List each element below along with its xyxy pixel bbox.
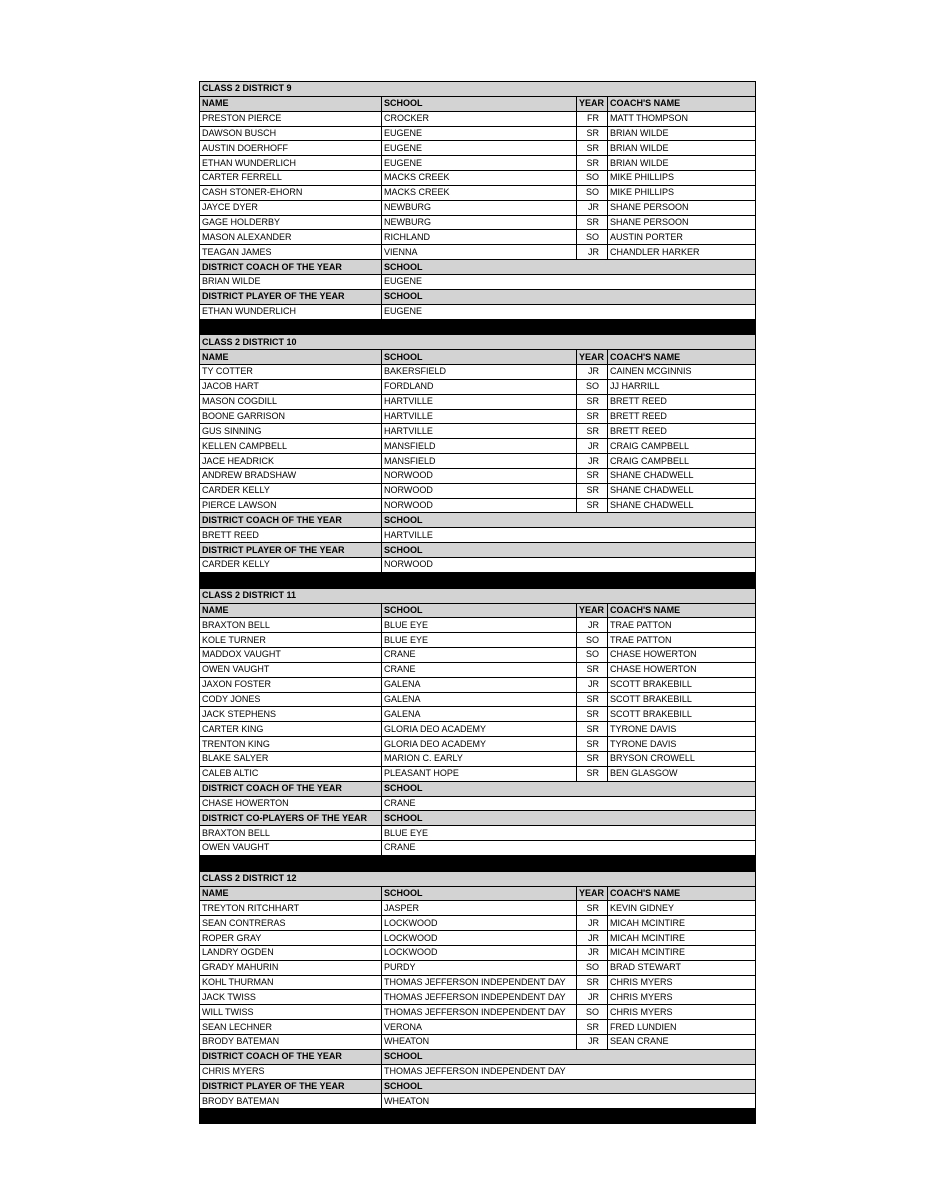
separator-bar (200, 855, 756, 870)
player-name: GRADY MAHURIN (200, 960, 382, 975)
player-award-name: CARDER KELLY (200, 558, 382, 573)
player-year: SR (577, 692, 608, 707)
player-school: NORWOOD (382, 498, 577, 513)
player-name: PIERCE LAWSON (200, 498, 382, 513)
player-coach: MICAH MCINTIRE (608, 945, 756, 960)
player-row (200, 618, 756, 633)
player-coach: SCOTT BRAKEBILL (608, 692, 756, 707)
player-year: SR (577, 975, 608, 990)
player-name: BLAKE SALYER (200, 751, 382, 766)
name-column-header: NAME (200, 886, 382, 901)
player-school: LOCKWOOD (382, 916, 577, 931)
player-school: VERONA (382, 1020, 577, 1035)
player-year: SR (577, 662, 608, 677)
player-coach: BRYSON CROWELL (608, 751, 756, 766)
district-table (199, 871, 756, 1124)
player-coach: CHANDLER HARKER (608, 245, 756, 260)
player-school: MACKS CREEK (382, 171, 577, 186)
player-name: KOHL THURMAN (200, 975, 382, 990)
player-school: THOMAS JEFFERSON INDEPENDENT DAY (382, 1005, 577, 1020)
player-name: JAXON FOSTER (200, 677, 382, 692)
player-school: MANSFIELD (382, 439, 577, 454)
name-column-header: NAME (200, 96, 382, 111)
player-row (200, 365, 756, 380)
player-name: KELLEN CAMPBELL (200, 439, 382, 454)
player-coach: JJ HARRILL (608, 379, 756, 394)
player-school: NORWOOD (382, 468, 577, 483)
player-award-label: DISTRICT PLAYER OF THE YEAR (200, 289, 382, 304)
player-year: SR (577, 468, 608, 483)
player-year: SR (577, 215, 608, 230)
district-title-row (200, 588, 756, 603)
player-coach: SHANE CHADWELL (608, 468, 756, 483)
coach-award-school-label: SCHOOL (382, 260, 756, 275)
player-coach: MICAH MCINTIRE (608, 916, 756, 931)
player-row (200, 692, 756, 707)
player-award-row (200, 558, 756, 573)
player-name: MADDOX VAUGHT (200, 648, 382, 663)
coach-award-row (200, 528, 756, 543)
coach-award-school-label: SCHOOL (382, 781, 756, 796)
player-name: MASON ALEXANDER (200, 230, 382, 245)
player-school: CRANE (382, 648, 577, 663)
player-coach: MIKE PHILLIPS (608, 185, 756, 200)
player-year: SR (577, 737, 608, 752)
year-column-header: YEAR (577, 886, 608, 901)
player-name: JACK STEPHENS (200, 707, 382, 722)
player-award-header-row (200, 289, 756, 304)
coach-award-school-label: SCHOOL (382, 1049, 756, 1064)
player-row (200, 916, 756, 931)
player-coach: BRIAN WILDE (608, 141, 756, 156)
player-year: SR (577, 141, 608, 156)
coach-award-label: DISTRICT COACH OF THE YEAR (200, 781, 382, 796)
player-year: SR (577, 126, 608, 141)
player-school: THOMAS JEFFERSON INDEPENDENT DAY (382, 975, 577, 990)
player-award-school: BLUE EYE (382, 826, 756, 841)
player-name: JACK TWISS (200, 990, 382, 1005)
player-school: NEWBURG (382, 215, 577, 230)
player-year: JR (577, 245, 608, 260)
player-name: ANDREW BRADSHAW (200, 468, 382, 483)
player-school: BAKERSFIELD (382, 365, 577, 380)
player-row (200, 111, 756, 126)
player-award-row (200, 1094, 756, 1109)
player-award-name: ETHAN WUNDERLICH (200, 304, 382, 319)
coach-column-header: COACH'S NAME (608, 350, 756, 365)
player-year: SO (577, 960, 608, 975)
player-coach: SHANE CHADWELL (608, 498, 756, 513)
player-school: NEWBURG (382, 200, 577, 215)
player-school: LOCKWOOD (382, 945, 577, 960)
player-name: SEAN LECHNER (200, 1020, 382, 1035)
player-school: THOMAS JEFFERSON INDEPENDENT DAY (382, 990, 577, 1005)
separator-bar (200, 1109, 756, 1124)
coach-award-header-row (200, 1049, 756, 1064)
player-school: GALENA (382, 692, 577, 707)
player-year: JR (577, 454, 608, 469)
player-year: SR (577, 1020, 608, 1035)
player-school: PURDY (382, 960, 577, 975)
player-award-row (200, 304, 756, 319)
school-column-header: SCHOOL (382, 886, 577, 901)
column-header-row (200, 886, 756, 901)
player-award-header-row (200, 543, 756, 558)
coach-award-name: CHRIS MYERS (200, 1064, 382, 1079)
player-year: JR (577, 200, 608, 215)
coach-award-row (200, 274, 756, 289)
player-row (200, 245, 756, 260)
player-school: MARION C. EARLY (382, 751, 577, 766)
name-column-header: NAME (200, 603, 382, 618)
player-name: BRAXTON BELL (200, 618, 382, 633)
player-year: SR (577, 483, 608, 498)
player-year: JR (577, 365, 608, 380)
player-award-school: CRANE (382, 841, 756, 856)
player-coach: CAINEN MCGINNIS (608, 365, 756, 380)
player-year: JR (577, 618, 608, 633)
player-award-label: DISTRICT PLAYER OF THE YEAR (200, 1079, 382, 1094)
player-year: SR (577, 751, 608, 766)
coach-award-header-row (200, 513, 756, 528)
year-column-header: YEAR (577, 603, 608, 618)
player-name: PRESTON PIERCE (200, 111, 382, 126)
separator-bar (200, 572, 756, 587)
player-coach: BRETT REED (608, 409, 756, 424)
player-name: TREYTON RITCHHART (200, 901, 382, 916)
player-name: JAYCE DYER (200, 200, 382, 215)
player-name: CASH STONER-EHORN (200, 185, 382, 200)
player-row (200, 171, 756, 186)
player-school: CRANE (382, 662, 577, 677)
player-coach: CHRIS MYERS (608, 975, 756, 990)
player-name: CARDER KELLY (200, 483, 382, 498)
player-year: SR (577, 901, 608, 916)
player-award-school: WHEATON (382, 1094, 756, 1109)
player-school: HARTVILLE (382, 394, 577, 409)
column-header-row (200, 96, 756, 111)
player-year: SO (577, 171, 608, 186)
school-column-header: SCHOOL (382, 603, 577, 618)
player-school: JASPER (382, 901, 577, 916)
player-coach: TYRONE DAVIS (608, 737, 756, 752)
player-year: SR (577, 722, 608, 737)
school-column-header: SCHOOL (382, 350, 577, 365)
player-school: MANSFIELD (382, 454, 577, 469)
player-name: MASON COGDILL (200, 394, 382, 409)
player-row (200, 394, 756, 409)
player-row (200, 990, 756, 1005)
district-title: CLASS 2 DISTRICT 11 (200, 588, 756, 603)
player-row (200, 677, 756, 692)
player-row (200, 230, 756, 245)
player-year: SR (577, 394, 608, 409)
coach-award-label: DISTRICT COACH OF THE YEAR (200, 513, 382, 528)
player-year: SR (577, 707, 608, 722)
player-school: FORDLAND (382, 379, 577, 394)
player-award-school-label: SCHOOL (382, 1079, 756, 1094)
player-year: SO (577, 633, 608, 648)
player-school: WHEATON (382, 1035, 577, 1050)
player-name: GAGE HOLDERBY (200, 215, 382, 230)
player-coach: BRIAN WILDE (608, 156, 756, 171)
section-separator (200, 855, 756, 870)
coach-column-header: COACH'S NAME (608, 96, 756, 111)
all-district-sheet (199, 81, 755, 1124)
player-coach: MIKE PHILLIPS (608, 171, 756, 186)
player-year: SR (577, 156, 608, 171)
player-row (200, 468, 756, 483)
section-separator (200, 1109, 756, 1124)
player-row (200, 737, 756, 752)
player-row (200, 483, 756, 498)
coach-award-name: CHASE HOWERTON (200, 796, 382, 811)
coach-award-label: DISTRICT COACH OF THE YEAR (200, 1049, 382, 1064)
player-coach: SHANE CHADWELL (608, 483, 756, 498)
coach-award-school: EUGENE (382, 274, 756, 289)
player-row (200, 945, 756, 960)
player-coach: CRAIG CAMPBELL (608, 439, 756, 454)
player-coach: SHANE PERSOON (608, 215, 756, 230)
player-name: BRODY BATEMAN (200, 1035, 382, 1050)
district-title: CLASS 2 DISTRICT 9 (200, 82, 756, 97)
player-row (200, 409, 756, 424)
player-coach: FRED LUNDIEN (608, 1020, 756, 1035)
player-award-school-label: SCHOOL (382, 811, 756, 826)
district-title: CLASS 2 DISTRICT 10 (200, 335, 756, 350)
coach-column-header: COACH'S NAME (608, 603, 756, 618)
player-name: TRENTON KING (200, 737, 382, 752)
player-year: JR (577, 439, 608, 454)
player-row (200, 200, 756, 215)
player-year: SO (577, 379, 608, 394)
player-name: CALEB ALTIC (200, 766, 382, 781)
player-name: TY COTTER (200, 365, 382, 380)
player-school: CROCKER (382, 111, 577, 126)
player-coach: SEAN CRANE (608, 1035, 756, 1050)
coach-award-name: BRETT REED (200, 528, 382, 543)
player-coach: CHRIS MYERS (608, 1005, 756, 1020)
player-row (200, 141, 756, 156)
player-award-header-row (200, 811, 756, 826)
player-school: PLEASANT HOPE (382, 766, 577, 781)
player-award-label: DISTRICT PLAYER OF THE YEAR (200, 543, 382, 558)
player-coach: TRAE PATTON (608, 618, 756, 633)
player-year: SO (577, 230, 608, 245)
player-year: JR (577, 990, 608, 1005)
district-table (199, 81, 756, 334)
player-name: TEAGAN JAMES (200, 245, 382, 260)
player-name: GUS SINNING (200, 424, 382, 439)
player-row (200, 454, 756, 469)
player-coach: MICAH MCINTIRE (608, 931, 756, 946)
player-year: JR (577, 916, 608, 931)
coach-award-school-label: SCHOOL (382, 513, 756, 528)
player-row (200, 1005, 756, 1020)
player-award-school-label: SCHOOL (382, 543, 756, 558)
coach-award-school: CRANE (382, 796, 756, 811)
school-column-header: SCHOOL (382, 96, 577, 111)
player-year: SR (577, 424, 608, 439)
player-coach: BRIAN WILDE (608, 126, 756, 141)
player-name: ETHAN WUNDERLICH (200, 156, 382, 171)
player-award-school-label: SCHOOL (382, 289, 756, 304)
player-school: GALENA (382, 677, 577, 692)
player-award-name: BRODY BATEMAN (200, 1094, 382, 1109)
player-row (200, 215, 756, 230)
player-year: SR (577, 498, 608, 513)
coach-award-header-row (200, 260, 756, 275)
player-coach: SHANE PERSOON (608, 200, 756, 215)
column-header-row (200, 603, 756, 618)
district-title: CLASS 2 DISTRICT 12 (200, 871, 756, 886)
player-row (200, 379, 756, 394)
player-coach: CHRIS MYERS (608, 990, 756, 1005)
player-row (200, 648, 756, 663)
player-coach: MATT THOMPSON (608, 111, 756, 126)
player-name: CARTER FERRELL (200, 171, 382, 186)
coach-award-school: THOMAS JEFFERSON INDEPENDENT DAY (382, 1064, 756, 1079)
player-name: JACE HEADRICK (200, 454, 382, 469)
player-coach: BRETT REED (608, 394, 756, 409)
player-school: BLUE EYE (382, 618, 577, 633)
player-coach: BEN GLASGOW (608, 766, 756, 781)
player-name: OWEN VAUGHT (200, 662, 382, 677)
district-title-row (200, 82, 756, 97)
player-row (200, 1020, 756, 1035)
player-row (200, 960, 756, 975)
player-school: NORWOOD (382, 483, 577, 498)
player-school: HARTVILLE (382, 424, 577, 439)
player-year: JR (577, 677, 608, 692)
separator-bar (200, 319, 756, 334)
coach-award-header-row (200, 781, 756, 796)
coach-award-school: HARTVILLE (382, 528, 756, 543)
player-row (200, 751, 756, 766)
player-name: DAWSON BUSCH (200, 126, 382, 141)
player-year: JR (577, 931, 608, 946)
name-column-header: NAME (200, 350, 382, 365)
coach-award-row (200, 1064, 756, 1079)
district-table (199, 588, 756, 871)
player-coach: CHASE HOWERTON (608, 662, 756, 677)
player-school: GLORIA DEO ACADEMY (382, 737, 577, 752)
player-coach: TRAE PATTON (608, 633, 756, 648)
player-row (200, 707, 756, 722)
player-year: JR (577, 1035, 608, 1050)
player-row (200, 126, 756, 141)
player-year: JR (577, 945, 608, 960)
player-row (200, 901, 756, 916)
year-column-header: YEAR (577, 96, 608, 111)
player-name: CARTER KING (200, 722, 382, 737)
player-coach: BRETT REED (608, 424, 756, 439)
player-year: FR (577, 111, 608, 126)
coach-award-name: BRIAN WILDE (200, 274, 382, 289)
player-coach: TYRONE DAVIS (608, 722, 756, 737)
player-coach: BRAD STEWART (608, 960, 756, 975)
player-school: EUGENE (382, 141, 577, 156)
player-coach: SCOTT BRAKEBILL (608, 707, 756, 722)
player-row (200, 931, 756, 946)
player-name: ROPER GRAY (200, 931, 382, 946)
player-award-school: NORWOOD (382, 558, 756, 573)
player-row (200, 185, 756, 200)
player-name: LANDRY OGDEN (200, 945, 382, 960)
player-school: HARTVILLE (382, 409, 577, 424)
coach-award-row (200, 796, 756, 811)
player-award-name: OWEN VAUGHT (200, 841, 382, 856)
player-award-name: BRAXTON BELL (200, 826, 382, 841)
player-year: SR (577, 766, 608, 781)
player-award-row (200, 841, 756, 856)
player-year: SO (577, 648, 608, 663)
player-name: CODY JONES (200, 692, 382, 707)
column-header-row (200, 350, 756, 365)
player-row (200, 1035, 756, 1050)
year-column-header: YEAR (577, 350, 608, 365)
player-row (200, 498, 756, 513)
player-school: RICHLAND (382, 230, 577, 245)
player-year: SR (577, 409, 608, 424)
player-coach: KEVIN GIDNEY (608, 901, 756, 916)
player-row (200, 633, 756, 648)
player-row (200, 722, 756, 737)
district-title-row (200, 871, 756, 886)
player-row (200, 439, 756, 454)
player-school: EUGENE (382, 156, 577, 171)
coach-column-header: COACH'S NAME (608, 886, 756, 901)
coach-award-label: DISTRICT COACH OF THE YEAR (200, 260, 382, 275)
player-name: SEAN CONTRERAS (200, 916, 382, 931)
player-row (200, 424, 756, 439)
player-name: KOLE TURNER (200, 633, 382, 648)
district-table (199, 334, 756, 587)
player-school: LOCKWOOD (382, 931, 577, 946)
player-award-label: DISTRICT CO-PLAYERS OF THE YEAR (200, 811, 382, 826)
player-name: AUSTIN DOERHOFF (200, 141, 382, 156)
player-year: SO (577, 185, 608, 200)
player-school: MACKS CREEK (382, 185, 577, 200)
player-school: BLUE EYE (382, 633, 577, 648)
player-school: VIENNA (382, 245, 577, 260)
player-award-header-row (200, 1079, 756, 1094)
player-row (200, 766, 756, 781)
player-school: EUGENE (382, 126, 577, 141)
player-award-school: EUGENE (382, 304, 756, 319)
player-name: BOONE GARRISON (200, 409, 382, 424)
section-separator (200, 319, 756, 334)
player-row (200, 156, 756, 171)
player-school: GALENA (382, 707, 577, 722)
player-coach: CRAIG CAMPBELL (608, 454, 756, 469)
player-coach: CHASE HOWERTON (608, 648, 756, 663)
player-name: JACOB HART (200, 379, 382, 394)
player-award-row (200, 826, 756, 841)
player-year: SO (577, 1005, 608, 1020)
district-title-row (200, 335, 756, 350)
player-row (200, 662, 756, 677)
section-separator (200, 572, 756, 587)
player-row (200, 975, 756, 990)
player-name: WILL TWISS (200, 1005, 382, 1020)
player-coach: AUSTIN PORTER (608, 230, 756, 245)
player-coach: SCOTT BRAKEBILL (608, 677, 756, 692)
player-school: GLORIA DEO ACADEMY (382, 722, 577, 737)
